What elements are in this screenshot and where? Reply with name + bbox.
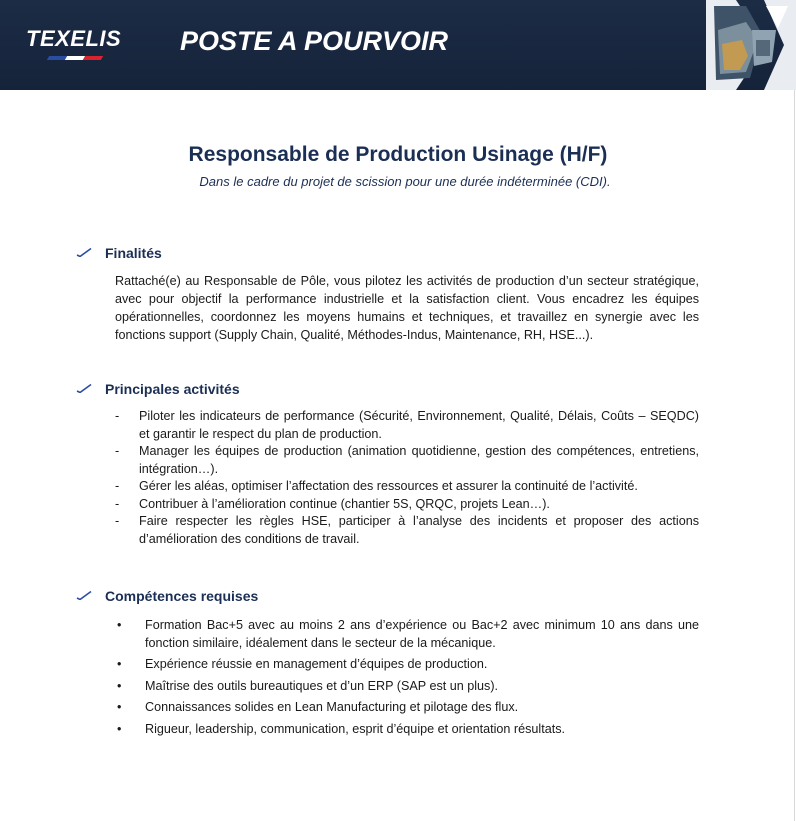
job-subtitle: Dans le cadre du projet de scission pour une durée indéterminée (CDI). [199, 174, 611, 189]
section-title-competences: Compétences requises [105, 588, 259, 604]
list-item: • Rigueur, leadership, communication, esprit d’équipe et orientation résultats. [115, 721, 699, 739]
checkmark-icon [76, 247, 92, 257]
list-item: • Expérience réussie en management d’équipes de production. [115, 656, 699, 674]
list-item: - Piloter les indicateurs de performance (Sécurité, Environnement, Qualité, Délais, Coûts – SEQDC) et garantir le respect du plan de production. [115, 408, 699, 443]
list-item: - Contribuer à l’amélioration continue (chantier 5S, QRQC, projets Lean…). [115, 496, 699, 514]
section-title-finalites: Finalités [105, 245, 162, 261]
checkmark-icon [76, 383, 92, 393]
list-item: - Gérer les aléas, optimiser l’affectation des ressources et assurer la continuité de l’activité. [115, 478, 699, 496]
finalites-text: Rattaché(e) au Responsable de Pôle, vous pilotez les activités de production d’un secteur stratégique, avec pour objectif la performance industrielle et la satisfaction client. Vous encadrez les équipes opérationnelles, coordonnez les moyens humains et techniques, et travaillez en synergie avec les fonctions support (Supply Chain, Qualité, Méthodes-Indus, Maintenance, RH, HSE...). [115, 274, 699, 342]
list-item: - Faire respecter les règles HSE, participer à l’analyse des incidents et proposer des actions d’amélioration des conditions de travail. [115, 513, 699, 548]
section-title-activites: Principales activités [105, 381, 240, 397]
list-item: • Connaissances solides en Lean Manufacturing et pilotage des flux. [115, 699, 699, 717]
list-item: - Manager les équipes de production (animation quotidienne, gestion des compétences, entretiens, intégration…). [115, 443, 699, 478]
company-logo: TEXELIS [26, 26, 122, 51]
list-item: • Formation Bac+5 avec au moins 2 ans d’expérience ou Bac+2 avec minimum 10 ans dans une fonction similaire, idéalement dans le secteur de la mécanique. [115, 617, 699, 652]
checkmark-icon [76, 590, 92, 600]
flag-stripes [44, 56, 104, 61]
competences-list [115, 617, 699, 742]
header-banner [0, 0, 796, 90]
header-title: POSTE A POURVOIR [180, 26, 449, 56]
header-vehicle-image [706, 0, 796, 90]
job-title: Responsable de Production Usinage (H/F) [188, 143, 608, 166]
list-item: • Maîtrise des outils bureautiques et d’un ERP (SAP est un plus). [115, 678, 699, 696]
activites-list [115, 408, 699, 548]
